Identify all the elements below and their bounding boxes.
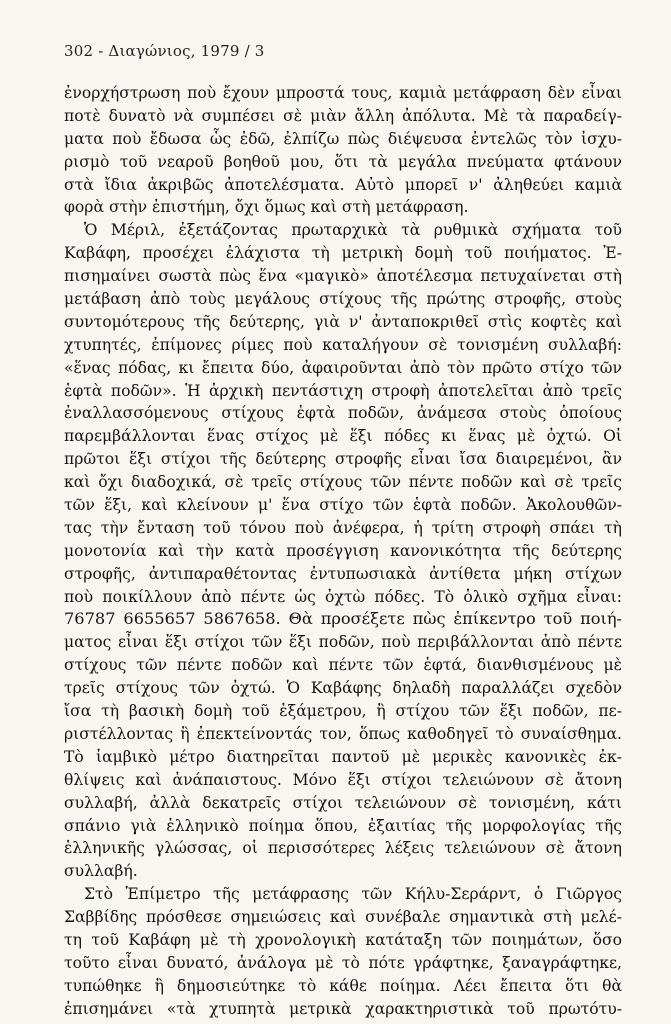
text-line: τη τοῦ Καβάφη μὲ τὴ χρονολογικὴ κατάταξη τῶν ποιημάτων, ὅσο	[64, 930, 622, 949]
text-line: Στὸ Ἐπίμετρο τῆς μετάφρασης τῶν Κήλυ-Σεράρντ, ὁ Γιῶργος	[84, 885, 622, 904]
text-line: Καβάφη, προσέχει ἐλάχιστα τὴ μετρικὴ δομὴ τοῦ ποιήματος. Ἐ-	[64, 244, 622, 263]
text-line: τῶν ἕξι, καὶ κλείνουν μ' ἕνα στίχο τῶν ἑφτὰ ποδῶν. Ἀκολουθῶν-	[64, 496, 622, 515]
text-line: ἐπισημάνει «τὰ χτυπητὰ μετρικὰ χαρακτηριστικὰ τοῦ πρωτότυ-	[64, 999, 622, 1018]
text-line: ποὺ ποικίλλουν ἀπὸ πέντε ὡς ὀχτὼ πόδες. Τὸ ὁλικὸ σχῆμα εἶναι:	[64, 587, 622, 606]
text-line: ἑλληνικῆς γλώσσας, οἱ περισσότερες λέξεις τελειώνουν σὲ ἄτονη	[64, 839, 622, 858]
text-line: «ἕνας πόδας, κι ἔπειτα δύο, ἀφαιροῦνται ἀπὸ τὸν πρῶτο στίχο τῶν	[64, 358, 622, 377]
text-line: χτυπητές, ἐπίμονες ρίμες ποὺ καταλήγουν σὲ τονισμένη συλλαβή:	[64, 335, 622, 354]
text-line: ἐνορχήστρωση ποὺ ἔχουν μπροστά τους, καμιὰ μετάφραση δὲν εἶναι	[64, 84, 622, 102]
text-line: ποτὲ δυνατὸ νὰ συμπέσει σὲ μιὰν ἄλλη ἀπόλυτα. Μὲ τὰ παραδείγ-	[64, 106, 622, 125]
text-line: μονοτονία καὶ τὴν κατὰ προσέγγιση κανονικότητα τῆς δεύτερης	[64, 541, 622, 560]
text-line: τυπώθηκε ἢ δημοσιεύτηκε τὸ κάθε ποίημα. Λέει ἔπειτα ὅτι θὰ	[64, 976, 622, 995]
text-line: πισημαίνει σωστὰ πὼς ἕνα «μαγικὸ» ἀποτέλεσμα πετυχαίνεται στὴ	[64, 267, 622, 286]
text-line: παρεμβάλλονται ἕνας στίχος μὲ ἕξι πόδες κι ἕνας μὲ ὀχτώ. Οἱ	[64, 427, 622, 446]
text-line: συλλαβή, ἀλλὰ δεκατρεῖς στίχοι τελειώνουν σὲ τονισμένη, κάτι	[64, 793, 622, 812]
text-line: πρῶτοι ἕξι στίχοι τῆς δεύτερης στροφῆς εἶναι ἴσα διαιρεμένοι, ἂν	[64, 450, 622, 469]
text-line: ρισμὸ τοῦ νεαροῦ βοηθοῦ μου, ὅτι τὰ μεγάλα πνεύματα φτάνουν	[64, 152, 622, 171]
body-text	[64, 82, 622, 1021]
text-line: φορὰ στὴν ἐπιστήμη, ὄχι ὅμως καὶ στὴ μετάφραση.	[64, 198, 469, 217]
running-head: 302 - Διαγώνιος, 1979 / 3	[64, 42, 265, 60]
text-line: 76787 6655657 5867658. Θὰ προσέξετε πὼς ἐπίκεντρο τοῦ ποιή-	[64, 609, 622, 629]
text-line: σπάνιο γιὰ ἑλληνικὸ ποίημα ὅπου, ἐξαιτίας τῆς μορφολογίας τῆς	[64, 816, 622, 835]
text-line: ἐναλλασσόμενους στίχους ἑφτὰ ποδῶν, ἀνάμεσα στοὺς ὁποίους	[64, 404, 622, 423]
text-line: ματα ποὺ ἔδωσα ὧς ἐδῶ, ἐλπίζω πὼς διέψευσα ἐντελῶς τὸν ἰσχυ-	[64, 129, 622, 148]
text-line: ἑφτὰ ποδῶν». Ἡ ἀρχικὴ πεντάστιχη στροφὴ ἀποτελεῖται ἀπὸ τρεῖς	[64, 381, 622, 400]
text-line: ματος εἶναι ἕξι στίχοι τῶν ἕξι ποδῶν, ποὺ περιβάλλονται ἀπὸ πέντε	[64, 633, 622, 652]
text-line: μετάβαση ἀπὸ τοὺς μεγάλους στίχους τῆς πρώτης στροφῆς, στοὺς	[64, 290, 622, 309]
text-line: Σαββίδης πρόσθεσε σημειώσεις καὶ συνέβαλε σημαντικὰ στὴ μελέ-	[64, 908, 622, 927]
text-line: Ὁ Μέριλ, ἐξετάζοντας πρωταρχικὰ τὰ ρυθμικὰ σχήματα τοῦ	[84, 221, 622, 240]
text-line: τοῦτο εἶναι δυνατό, ἀνάλογα μὲ τὸ πότε γράφτηκε, ξαναγράφτηκε,	[64, 953, 622, 972]
text-line: στροφῆς, ἀντιπαραθέτοντας ἐντυπωσιακὰ ἀντίθετα μήκη στίχων	[64, 564, 622, 583]
text-line: στίχους τῶν πέντε ποδῶν καὶ πέντε τῶν ἑφτά, διανθισμένους μὲ	[64, 656, 622, 675]
text-line: συλλαβή.	[64, 862, 138, 881]
text-line: τας τὴν ἔνταση τοῦ τόνου ποὺ ἀνέφερα, ἡ τρίτη στροφὴ σπάει τὴ	[64, 518, 622, 537]
text-line: ριστέλλοντας ἢ ἐπεκτείνοντάς τον, ὅπως καθοδηγεῖ τὸ συναίσθημα.	[64, 724, 622, 743]
text-line: τρεῖς στίχους τῶν ὀχτώ. Ὁ Καβάφης δηλαδὴ παραλλάζει σχεδὸν	[64, 679, 622, 698]
text-line: ἴσα τὴ βασικὴ δομὴ τοῦ ἑξάμετρου, ἢ στίχου τῶν ἕξι ποδῶν, πε-	[64, 702, 622, 721]
text-line: στὰ ἴδια ἀκριβῶς ἀποτελέσματα. Αὐτὸ μπορεῖ ν' ἀληθεύει καμιὰ	[64, 175, 622, 194]
text-line: Τὸ ἰαμβικὸ μέτρο διατηρεῖται παντοῦ μὲ μερικὲς κανονικὲς ἐκ-	[64, 747, 622, 766]
text-line: συντομότερους τῆς δεύτερης, γιὰ ν' ἀνταποκριθεῖ στὶς κοφτὲς καὶ	[64, 312, 622, 331]
text-line: θλίψεις καὶ ἀνάπαιστους. Μόνο ἕξι στίχοι τελειώνουν σὲ ἄτονη	[64, 770, 622, 789]
text-line: καὶ ὄχι διαδοχικά, σὲ τρεῖς στίχους τῶν πέντε ποδῶν καὶ σὲ τρεῖς	[64, 473, 622, 492]
